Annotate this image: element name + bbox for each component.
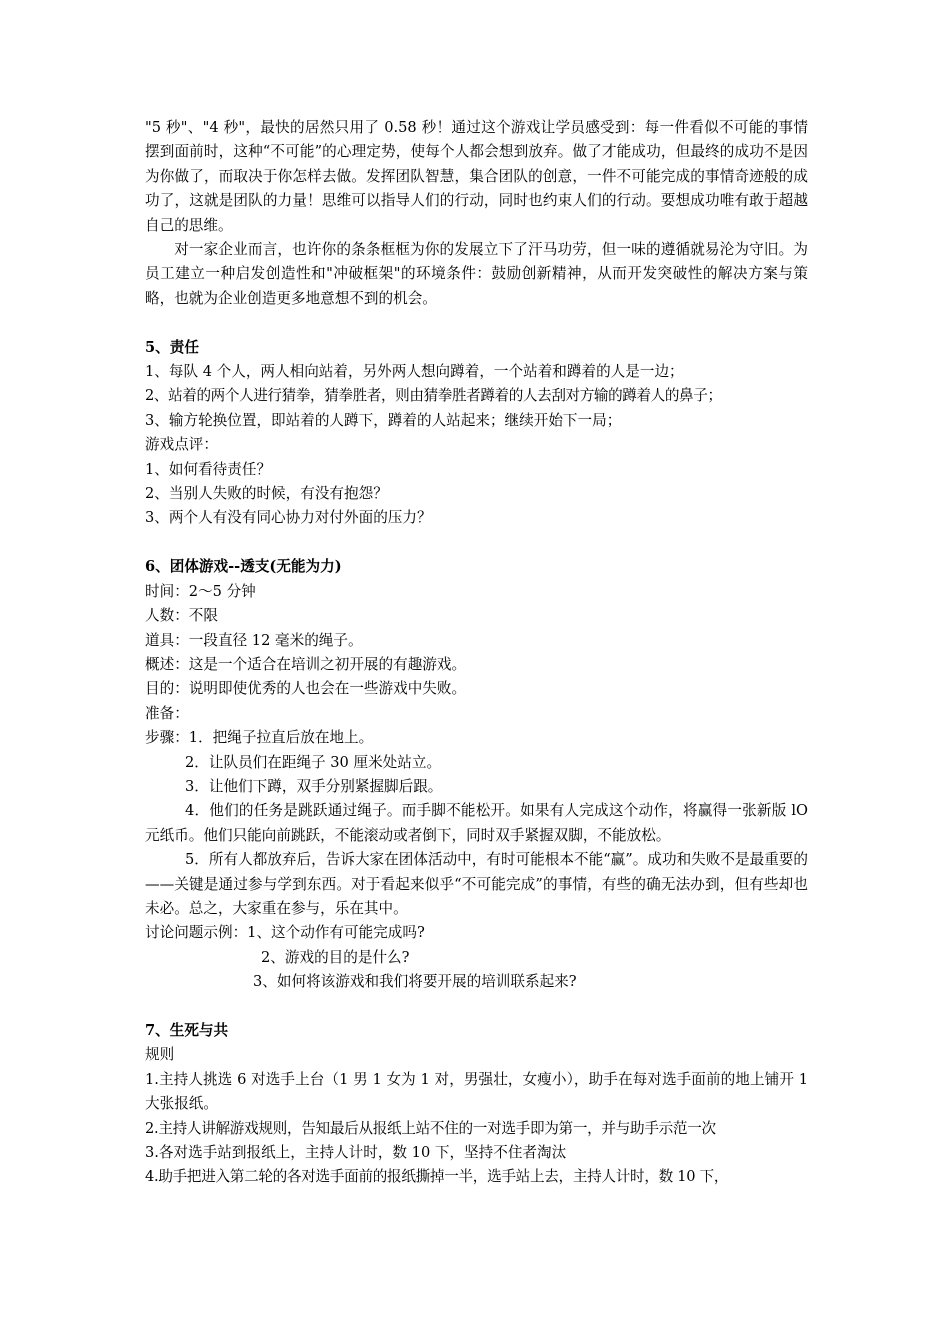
section-5-rule-3: 3、输方轮换位置，即站着的人蹲下，蹲着的人站起来；继续开始下一局； <box>145 411 622 429</box>
section-7-rule-2: 2.主持人讲解游戏规则，告知最后从报纸上站不住的一对选手即为第一，并与助手示范一次 <box>145 1119 716 1137</box>
section-7-rule-1: 1.主持人挑选 6 对选手上台（1 男 1 女为 1 对，男强壮，女瘦小），助手在每对选手面前的地上铺开 1 大张报纸。 <box>145 1070 808 1113</box>
intro-paragraph-1: "5 秒"、"4 秒"，最快的居然只用了 0.58 秒！通过这个游戏让学员感受到：每一件看似不可能的事情摆到面前时，这种“不可能”的心理定势，使每个人都会想到放弃。做了才能成功，但最终的成功不是因为你做了，而取决于你怎样去做。发挥团队智慧，集合团队的创意，一件不可能完成的事情奇迹般的成功了，这就是团队的力量！思维可以指导人们的行动，同时也约束人们的行动。要想成功唯有敢于超越自己的思维。 <box>145 119 808 234</box>
section-6-time: 时间：2～5 分钟 <box>145 582 256 600</box>
section-6-step-4: 4．他们的任务是跳跃通过绳子。而手脚不能松开。如果有人完成这个动作，将赢得一张新版 lO 元纸币。他们只能向前跳跃，不能滚动或者倒下，同时双手紧握双脚，不能放松。 <box>145 802 808 844</box>
section-6-step-5: 5．所有人都放弃后，告诉大家在团体活动中，有时可能根本不能“赢”。成功和失败不是最重要的——关键是通过参与学到东西。对于看起来似乎“不可能完成”的事情，有些的确无法办到，但有些却也未必。总之，大家重在参与，乐在其中。 <box>145 851 808 917</box>
section-7-heading: 7、生死与共 <box>145 1021 229 1039</box>
spacer <box>145 531 808 555</box>
section-6-discussion-q3: 3、如何将该游戏和我们将要开展的培训联系起来? <box>253 973 577 991</box>
section-6-discussion-q1: 讨论问题示例：1、这个动作有可能完成吗? <box>145 924 425 942</box>
section-7-rule-3: 3.各对选手站到报纸上，主持人计时，数 10 下，坚持不住者淘汰 <box>145 1144 567 1162</box>
document-page <box>145 116 808 1190</box>
section-5-rule-2: 2、站着的两个人进行猜拳，猜拳胜者，则由猜拳胜者蹲着的人去刮对方输的蹲着人的鼻子； <box>145 387 722 405</box>
section-6-purpose: 目的：说明即使优秀的人也会在一些游戏中失败。 <box>145 680 467 698</box>
section-5-review-label: 游戏点评： <box>145 436 218 454</box>
section-6-step-1: 步骤：1．把绳子拉直后放在地上。 <box>145 729 374 747</box>
spacer <box>145 311 808 335</box>
section-6-heading: 6、团体游戏--透支(无能为力) <box>145 558 342 576</box>
section-7-rules-label: 规则 <box>145 1046 175 1064</box>
section-6-overview: 概述：这是一个适合在培训之初开展的有趣游戏。 <box>145 655 467 673</box>
section-5-heading: 5、责任 <box>145 338 199 356</box>
section-6-step-2: 2．让队员们在距绳子 30 厘米处站立。 <box>185 753 442 771</box>
section-6-prep: 准备： <box>145 704 189 722</box>
section-7-rule-4: 4.助手把进入第二轮的各对选手面前的报纸撕掉一半，选手站上去，主持人计时，数 10 下， <box>145 1168 729 1186</box>
section-6-people: 人数：不限 <box>145 607 218 625</box>
section-6-step-3: 3．让他们下蹲，双手分别紧握脚后跟。 <box>185 777 443 795</box>
section-5-review-3: 3、两个人有没有同心协力对付外面的压力？ <box>145 509 432 527</box>
section-6-props: 道具：一段直径 12 毫米的绳子。 <box>145 631 363 649</box>
section-5-review-1: 1、如何看待责任？ <box>145 460 272 478</box>
spacer <box>145 995 808 1019</box>
intro-paragraph-2: 对一家企业而言，也许你的条条框框为你的发展立下了汗马功劳，但一味的遵循就易沦为守旧。为员工建立一种启发创造性和"冲破框架"的环境条件：鼓励创新精神，从而开发突破性的解决方案与策略，也就为企业创造更多地意想不到的机会。 <box>145 241 808 307</box>
section-5-review-2: 2、当别人失败的时候，有没有抱怨？ <box>145 485 388 503</box>
section-5-rule-1: 1、每队 4 个人，两人相向站着，另外两人想向蹲着，一个站着和蹲着的人是一边； <box>145 363 684 381</box>
section-6-discussion-q2: 2、游戏的目的是什么? <box>261 948 410 966</box>
